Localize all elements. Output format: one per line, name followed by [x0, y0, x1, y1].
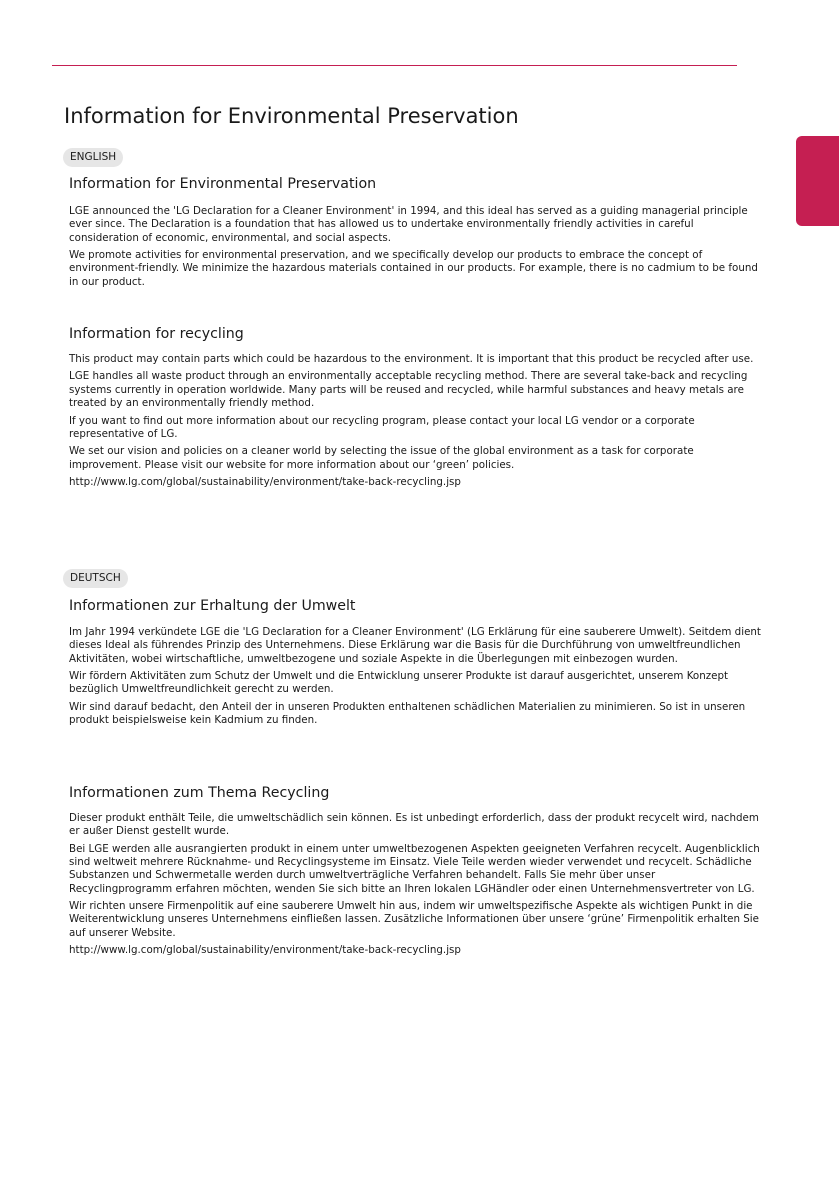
section-body-recycling-en — [69, 353, 761, 494]
paragraph: Im Jahr 1994 verkündete LGE die 'LG Declaration for a Cleaner Environment' (LG Erklärung für eine sauberere Umwelt). Seitdem dient dieses Ideal als führendes Prinzip des Unternehmens. Diese Erklärung war die Basis für die Durchführung von umweltfreundlichen Aktivitäten, wobei wirtschaftliche, umweltbezogene und soziale Aspekte in die Überlegungen mit einbezogen wurden. — [69, 626, 761, 665]
section-heading-environment-en: Information for Environmental Preservation — [69, 176, 377, 192]
paragraph: If you want to find out more information about our recycling program, please contact your local LG vendor or a corporate representative of LG. — [69, 414, 695, 440]
section-body-environment-en — [69, 205, 761, 293]
chapter-tab-marker — [796, 136, 839, 226]
recycling-url-en: http://www.lg.com/global/sustainability/environment/take-back-recycling.jsp — [69, 476, 461, 489]
paragraph: LGE announced the 'LG Declaration for a Cleaner Environment' in 1994, and this ideal has served as a guiding managerial principle ever since. The Declaration is a foundation that has allowed us to undertake environmentally friendly activities in careful consideration of economic, environmental, and social aspects. — [69, 205, 748, 244]
header-rule — [52, 65, 737, 66]
language-badge-deutsch: DEUTSCH — [63, 569, 128, 588]
paragraph: Bei LGE werden alle ausrangierten produkt in einem unter umweltbezogenen Aspekten geeigneten Verfahren recycelt. Augenblicklich sind weltweit mehrere Rücknahme- und Recyclingsysteme im Einsatz. Viele Teile werden wieder verwendet und recycelt. Schädliche Substanzen und Schwermetalle werden durch umweltverträgliche Verfahren behandelt. Falls Sie mehr über unser Recyclingprogramm erfahren möchten, wenden Sie sich bitte an Ihren lokalen LGHändler oder einen Unternehmensvertreter von LG. — [69, 842, 760, 895]
recycling-url-de: http://www.lg.com/global/sustainability/environment/take-back-recycling.jsp — [69, 944, 461, 957]
paragraph: Wir richten unsere Firmenpolitik auf eine sauberere Umwelt hin aus, indem wir umweltspezifische Aspekte als wichtigen Punkt in die Weiterentwicklung unseres Unternehmens einfließen lassen. Zusätzliche Informationen über unsere ‘grüne’ Firmenpolitik erhalten Sie auf unserer Website. — [69, 900, 760, 939]
section-heading-recycling-de: Informationen zum Thema Recycling — [69, 785, 330, 801]
paragraph: We set our vision and policies on a cleaner world by selecting the issue of the global environment as a task for corporate improvement. Please visit our website for more information about our ‘green’ policies. — [69, 445, 694, 471]
paragraph: Dieser produkt enthält Teile, die umweltschädlich sein können. Es ist unbedingt erforderlich, dass der produkt recycelt wird, nachdem er außer Dienst gestellt wurde. — [69, 812, 759, 838]
paragraph: LGE handles all waste product through an environmentally acceptable recycling method. There are several take-back and recycling systems currently in operation worldwide. Many parts will be reused and recycled, while harmful substances and heavy metals are treated by an environmentally friendly method. — [69, 370, 748, 410]
paragraph: Wir sind darauf bedacht, den Anteil der in unseren Produkten enthaltenen schädlichen Materialien zu minimieren. So ist in unseren produkt beispielsweise kein Kadmium zu finden. — [69, 700, 746, 727]
paragraph: Wir fördern Aktivitäten zum Schutz der Umwelt und die Entwicklung unserer Produkte ist darauf ausgerichtet, unserem Konzept bezüglich Umweltfreundlichkeit gerecht zu werden. — [69, 670, 729, 696]
section-heading-recycling-en: Information for recycling — [69, 326, 244, 342]
section-body-environment-de — [69, 626, 761, 732]
section-heading-environment-de: Informationen zur Erhaltung der Umwelt — [69, 598, 356, 614]
page-title: Information for Environmental Preservation — [64, 104, 519, 128]
paragraph: This product may contain parts which could be hazardous to the environment. It is important that this product be recycled after use. — [69, 353, 754, 365]
language-badge-english: ENGLISH — [63, 148, 123, 167]
paragraph: We promote activities for environmental preservation, and we specifically develop our products to embrace the concept of environment-friendly. We minimize the hazardous materials contained in our products. For example, there is no cadmium to be found in our product. — [69, 249, 758, 288]
section-body-recycling-de — [69, 812, 761, 962]
